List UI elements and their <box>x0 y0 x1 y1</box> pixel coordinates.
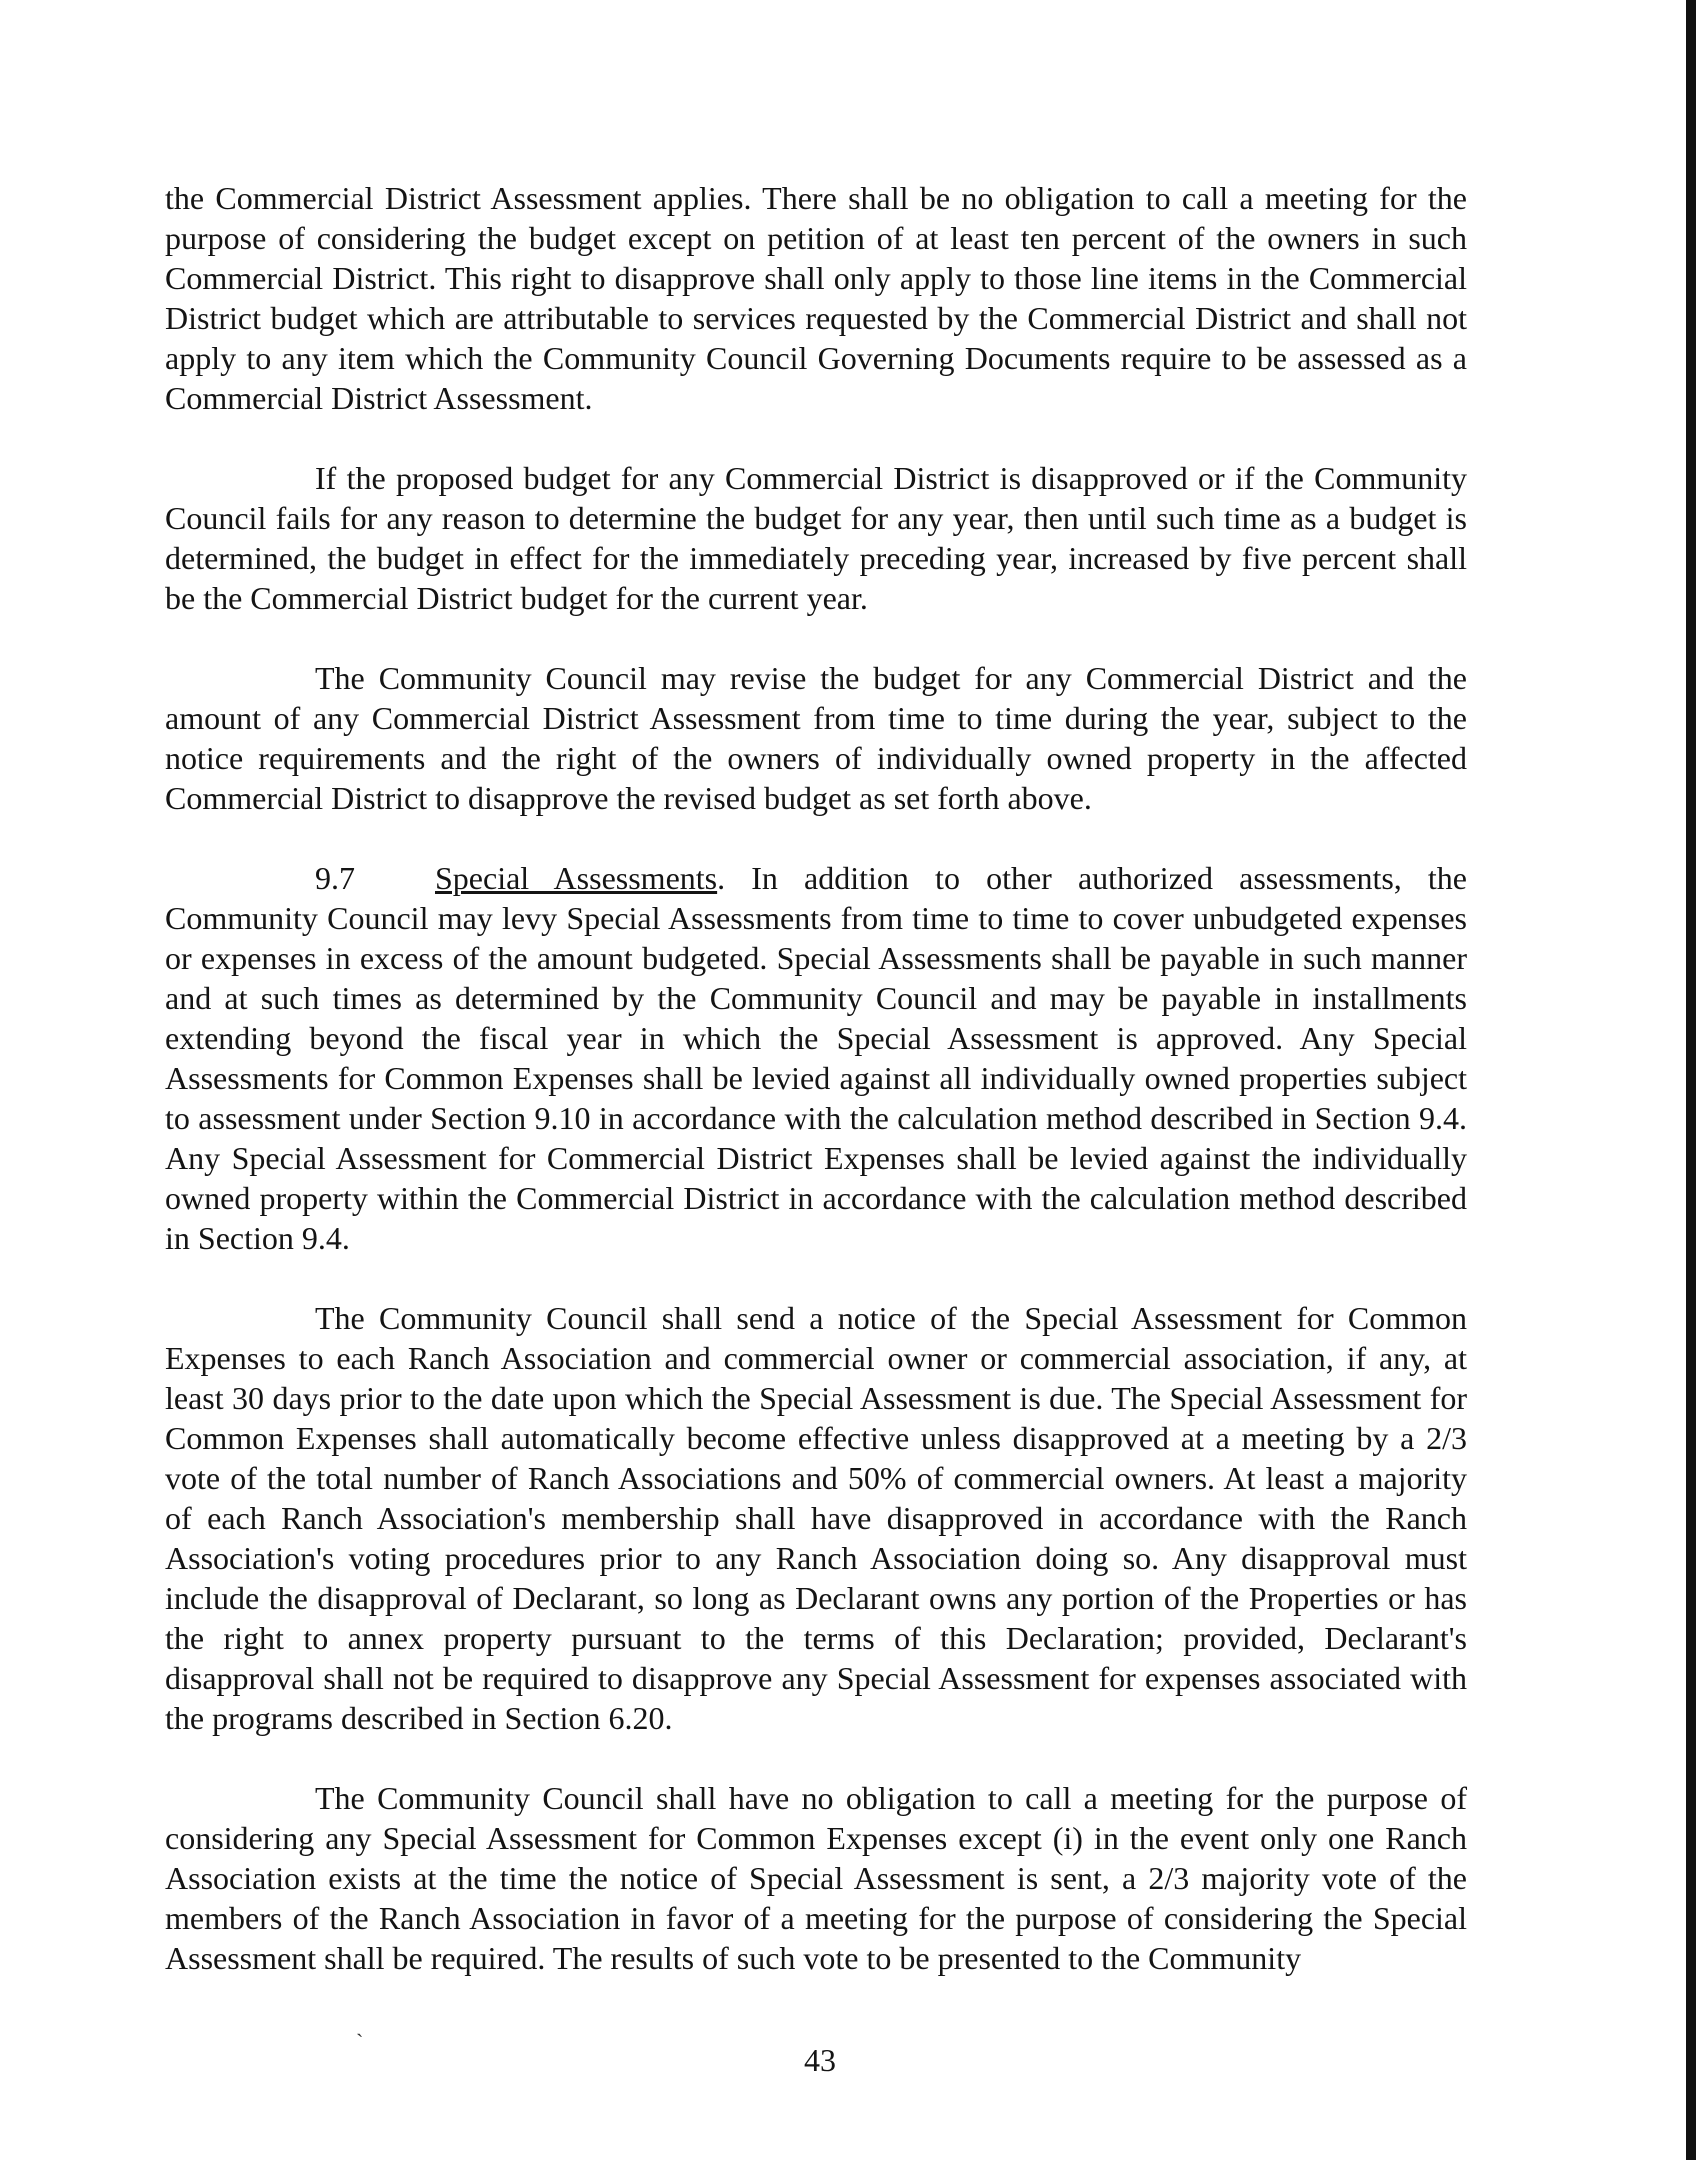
scan-speck: ˎ <box>356 2012 364 2037</box>
section-body: . In addition to other authorized assessments, the Community Council may levy Special Assessments from time to time to cover unbudgeted expenses or expenses in excess of the amount budgeted. Special Assessments shall be payable in such manner and at such times as determined by the Community Council and may be payable in installments extending beyond the fiscal year in which the Special Assessment is approved. Any Special Assessments for Common Expenses shall be levied against all individually owned properties subject to assessment under Section 9.10 in accordance with the calculation method described in Section 9.4. Any Special Assessment for Commercial District Expenses shall be levied against the individually owned property within the Commercial District in accordance with the calculation method described in Section 9.4. <box>165 860 1468 1256</box>
section-9-7 <box>165 858 1467 1258</box>
paragraph-meeting-obligation: The Community Council shall have no obligation to call a meeting for the purpose of considering any Special Assessment for Common Expenses except (i) in the event only one Ranch Association exists at the time the notice of Special Assessment is sent, a 2/3 majority vote of the members of the Ranch Association in favor of a meeting for the purpose of considering the Special Assessment shall be required. The results of such vote to be presented to the Community <box>165 1780 1467 1976</box>
page-number: 43 <box>804 2042 836 2078</box>
scan-edge-border <box>1686 0 1696 2160</box>
paragraph-special-assessment-notice: The Community Council shall send a notice of the Special Assessment for Common Expenses to each Ranch Association and commercial owner or commercial association, if any, at least 30 days prior to the date upon which the Special Assessment is due. The Special Assessment for Common Expenses shall automatically become effective unless disapproved at a meeting by a 2/3 vote of the total number of Ranch Associations and 50% of commercial owners. At least a majority of each Ranch Association's membership shall have disapproved in accordance with the Ranch Association's voting procedures prior to any Ranch Association doing so. Any disapproval must include the disapproval of Declarant, so long as Declarant owns any portion of the Properties or has the right to annex property pursuant to the terms of this Declaration; provided, Declarant's disapproval shall not be required to disapprove any Special Assessment for expenses associated with the programs described in Section 6.20. <box>165 1300 1467 1736</box>
paragraph-continuation: the Commercial District Assessment applies. There shall be no obligation to call a meeting for the purpose of considering the budget except on petition of at least ten percent of the owners in such Commercial District. This right to disapprove shall only apply to those line items in the Commercial District budget which are attributable to services requested by the Commercial District and shall not apply to any item which the Community Council Governing Documents require to be assessed as a Commercial District Assessment. <box>165 180 1467 416</box>
section-title: Special Assessments <box>435 860 718 896</box>
document-body <box>165 178 1467 2018</box>
paragraph-budget-disapproved: If the proposed budget for any Commercial District is disapproved or if the Community Council fails for any reason to determine the budget for any year, then until such time as a budget is determined, the budget in effect for the immediately preceding year, increased by five percent shall be the Commercial District budget for the current year. <box>165 460 1467 616</box>
section-number: 9.7 <box>315 860 355 896</box>
paragraph-budget-revision: The Community Council may revise the budget for any Commercial District and the amount of any Commercial District Assessment from time to time during the year, subject to the notice requirements and the right of the owners of individually owned property in the affected Commercial District to disapprove the revised budget as set forth above. <box>165 660 1467 816</box>
